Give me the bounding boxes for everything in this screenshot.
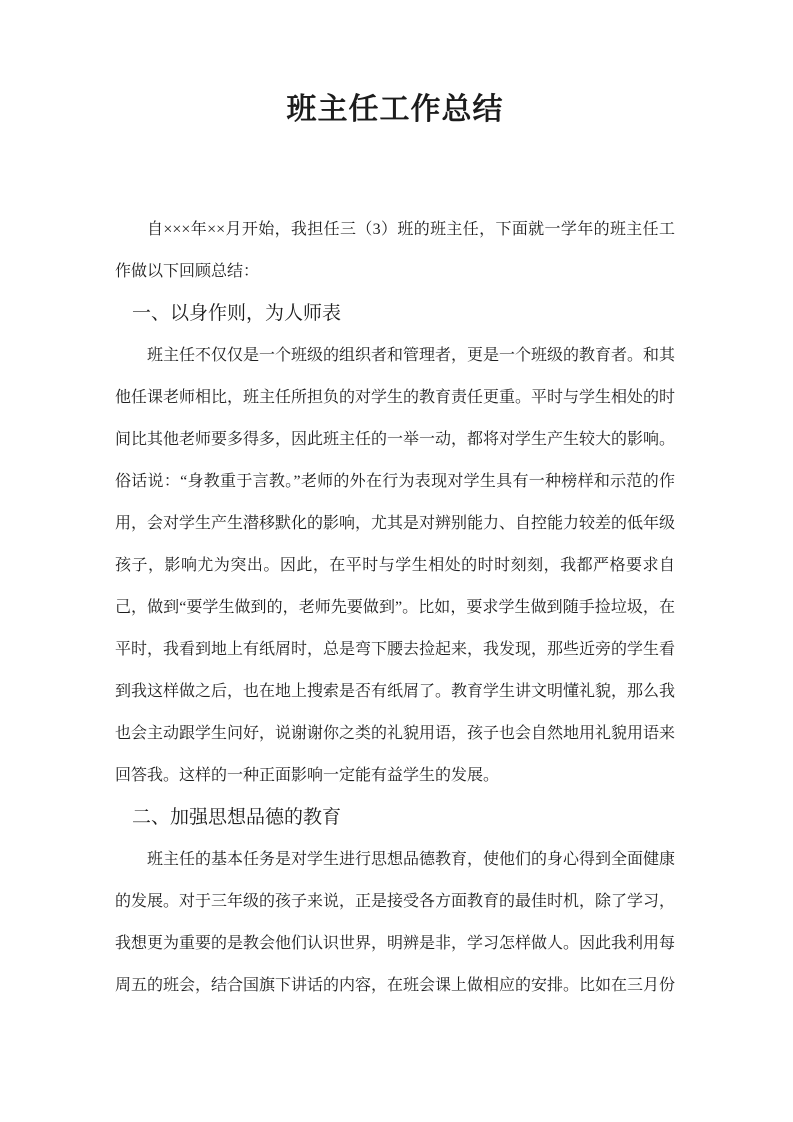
- heading-section-1: 一、以身作则，为人师表: [132, 303, 342, 324]
- paragraph-section-1: 班主任不仅仅是一个班级的组织者和管理者，更是一个班级的教育者。和其他任课老师相比，班主任所担负的对学生的教育责任更重。平时与学生相处的时间比其他老师要多得多，因此班主任的一举一动，都将对学生产生较大的影响。俗话说：“身教重于言教。”老师的外在行为表现对学生具有一种榜样和示范的作用，会对学生产生潜移默化的影响，尤其是对辨别能力、自控能力较差的低年级孩子，影响尤为突出。因此，在平时与学生相处的时时刻刻，我都严格要求自己，做到“要学生做到的，老师先要做到”。比如，要求学生做到随手捡垃圾，在平时，我看到地上有纸屑时，总是弯下腰去捡起来，我发现，那些近旁的学生看到我这样做之后，也在地上搜索是否有纸屑了。教育学生讲文明懂礼貌，那么我也会主动跟学生问好，说谢谢你之类的礼貌用语，孩子也会自然地用礼貌用语来回答我。这样的一种正面影响一定能有益学生的发展。: [115, 347, 676, 784]
- heading-section-2: 二、加强思想品德的教育: [132, 807, 342, 828]
- paragraph-section-2: 班主任的基本任务是对学生进行思想品德教育，使他们的身心得到全面健康的发展。对于三年级的孩子来说，正是接受各方面教育的最佳时机，除了学习，我想更为重要的是教会他们认识世界，明辨是非，学习怎样做人。因此我利用每周五的班会，结合国旗下讲话的内容，在班会课上做相应的安排。比如在三月份: [115, 851, 676, 994]
- document-title: 班主任工作总结: [286, 93, 504, 126]
- paragraph-intro: 自×××年××月开始，我担任三（3）班的班主任，下面就一学年的班主任工作做以下回顾总结：: [115, 221, 675, 280]
